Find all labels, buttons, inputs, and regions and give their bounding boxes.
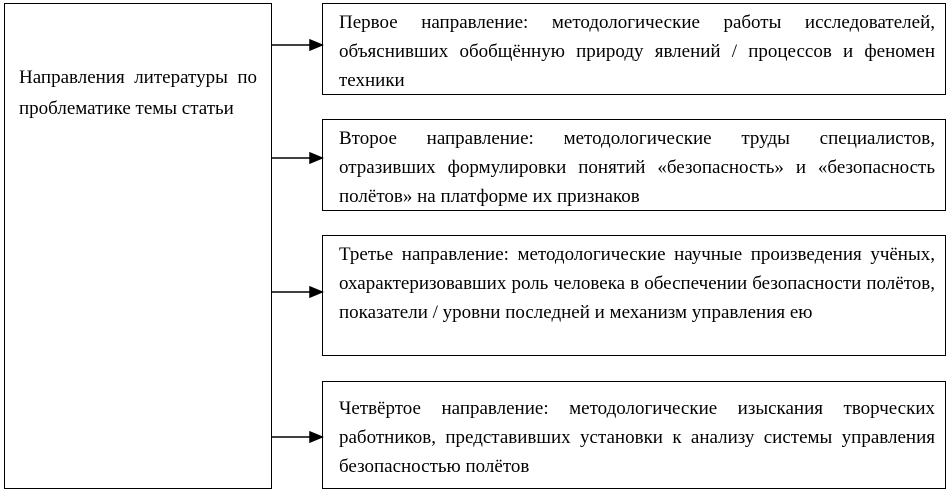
direction-1-text: Первое направление: методологические работы исследователей, объяснивших обобщённую природу явлений / процессов и феномен техники <box>339 12 935 91</box>
direction-2-text: Второе направление: методологические труды специалистов, отразивших формулировки понятий «безопасность» и «безопасность полётов» на платформе их признаков <box>339 128 935 207</box>
direction-4-text: Четвёртое направление: методологические изыскания творческих работников, представивших установки к анализу системы управления безопасностью полётов <box>339 398 935 477</box>
arrow-3-head <box>310 287 322 297</box>
literature-directions-label: Направления литературы по проблематике темы статьи <box>19 67 257 119</box>
arrow-4-head <box>310 432 322 442</box>
direction-box-3 <box>322 235 946 356</box>
direction-box-4 <box>322 381 946 489</box>
direction-box-1 <box>322 3 946 95</box>
direction-3-text: Третье направление: методологические научные произведения учёных, охарактеризовавших роль человека в обеспечении безопасности полётов, показатели / уровни последней и механизм управления ею <box>339 244 935 323</box>
arrow-2-head <box>310 153 322 163</box>
literature-directions-box <box>4 3 272 489</box>
direction-box-2 <box>322 119 946 211</box>
arrow-1-head <box>310 40 322 50</box>
